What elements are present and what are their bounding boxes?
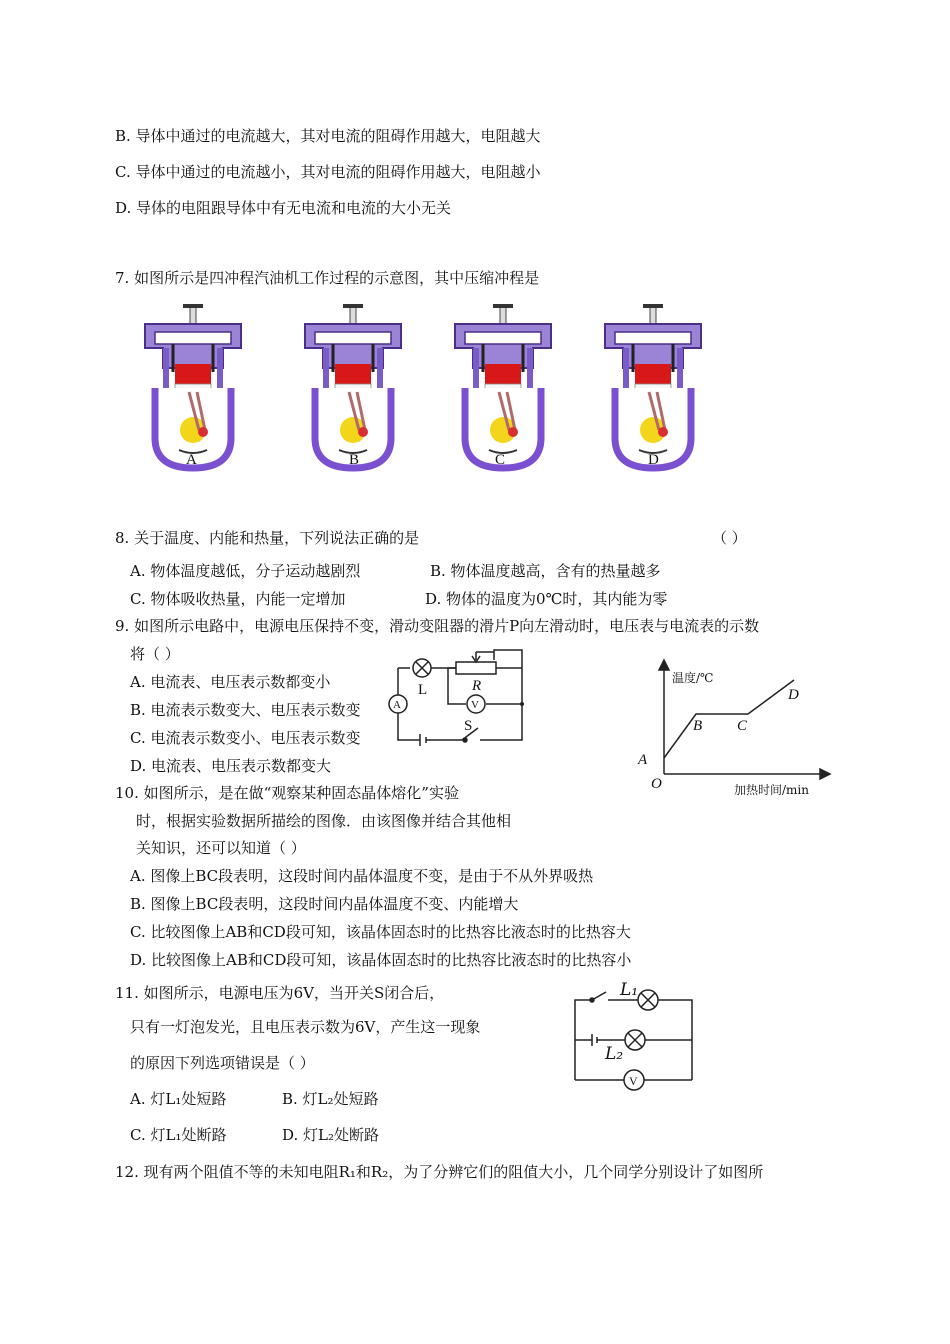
graph-point-b: B: [693, 718, 703, 734]
q8-option-c: C. 物体吸收热量，内能一定增加: [130, 590, 346, 608]
engine-label-c: C: [495, 452, 506, 468]
q6-option-c: C. 导体中通过的电流越小，其对电流的阻碍作用越大，电阻越小: [115, 163, 541, 181]
q8-option-a: A. 物体温度越低，分子运动越剧烈: [130, 562, 361, 580]
q10-option-a: A. 图像上BC段表明，这段时间内晶体温度不变，是由于不从外界吸热: [130, 867, 594, 885]
q9-ammeter-label: A: [393, 699, 401, 711]
q9-option-a: A. 电流表、电压表示数都变小: [130, 673, 331, 691]
q11-option-c: C. 灯L₁处断路: [130, 1126, 227, 1144]
q11-l2-label: L₂: [605, 1044, 624, 1064]
q9-switch-label: S: [464, 718, 473, 734]
q8-stem: 8. 关于温度、内能和热量，下列说法正确的是: [115, 529, 420, 547]
q11-l1-label: L₁: [620, 980, 639, 1000]
engine-label-a: A: [186, 452, 197, 468]
engine-label-b: B: [349, 452, 360, 468]
q11-option-d: D. 灯L₂处断路: [282, 1126, 380, 1144]
q10-option-b: B. 图像上BC段表明，这段时间内晶体温度不变、内能增大: [130, 895, 519, 913]
q11-stem-line3: 的原因下列选项错误是（ ）: [130, 1054, 315, 1072]
q11-option-b: B. 灯L₂处短路: [282, 1090, 379, 1108]
engine-label-d: D: [648, 452, 659, 468]
q8-option-d: D. 物体的温度为0℃时，其内能为零: [425, 590, 668, 608]
q11-stem-line1: 11. 如图所示，电源电压为6V，当开关S闭合后，: [115, 984, 445, 1002]
q10-stem-line2: 时，根据实验数据所描绘的图像．由该图像并结合其他相: [136, 812, 512, 830]
q11-stem-line2: 只有一灯泡发光，且电压表示数为6V，产生这一现象: [130, 1018, 481, 1036]
q8-option-b: B. 物体温度越高，含有的热量越多: [430, 562, 661, 580]
q11-voltmeter-label: V: [629, 1074, 638, 1088]
q6-option-b: B. 导体中通过的电流越大，其对电流的阻碍作用越大，电阻越大: [115, 127, 541, 145]
q9-lamp-label: L: [418, 682, 428, 698]
q8-answer-bracket: （ ）: [712, 529, 747, 547]
q9-stem-line2: 将（ ）: [130, 645, 180, 663]
graph-xlabel: 加热时间/min: [734, 783, 809, 797]
q10-option-c: C. 比较图像上AB和CD段可知，该晶体固态时的比热容比液态时的比热容大: [130, 923, 631, 941]
q10-option-d: D. 比较图像上AB和CD段可知，该晶体固态时的比热容比液态时的比热容小: [130, 951, 632, 969]
q6-option-d: D. 导体的电阻跟导体中有无电流和电流的大小无关: [115, 199, 452, 217]
q10-stem-line1: 10. 如图所示，是在做“观察某种固态晶体熔化”实验: [115, 784, 459, 802]
q9-resistor-label: R: [472, 678, 482, 694]
q9-stem-line1: 9. 如图所示电路中，电源电压保持不变，滑动变阻器的滑片P向左滑动时，电压表与电流表的示数: [115, 617, 760, 635]
q9-option-c: C. 电流表示数变小、电压表示数变: [130, 729, 361, 747]
q10-stem-line3: 关知识，还可以知道（ ）: [136, 839, 306, 857]
graph-ylabel: 温度/℃: [672, 671, 714, 685]
graph-origin-label: O: [651, 776, 662, 792]
graph-point-a: A: [638, 752, 648, 768]
q9-option-d: D. 电流表、电压表示数都变大: [130, 757, 332, 775]
q11-option-a: A. 灯L₁处短路: [130, 1090, 227, 1108]
q9-option-b: B. 电流表示数变大、电压表示数变: [130, 701, 361, 719]
q7-stem: 7. 如图所示是四冲程汽油机工作过程的示意图，其中压缩冲程是: [115, 269, 540, 287]
graph-point-d: D: [788, 687, 799, 703]
q12-stem: 12. 现有两个阻值不等的未知电阻R₁和R₂，为了分辨它们的阻值大小，几个同学分别设计了如图所: [115, 1163, 764, 1181]
graph-point-c: C: [737, 718, 748, 734]
q9-voltmeter-label: V: [471, 699, 479, 711]
